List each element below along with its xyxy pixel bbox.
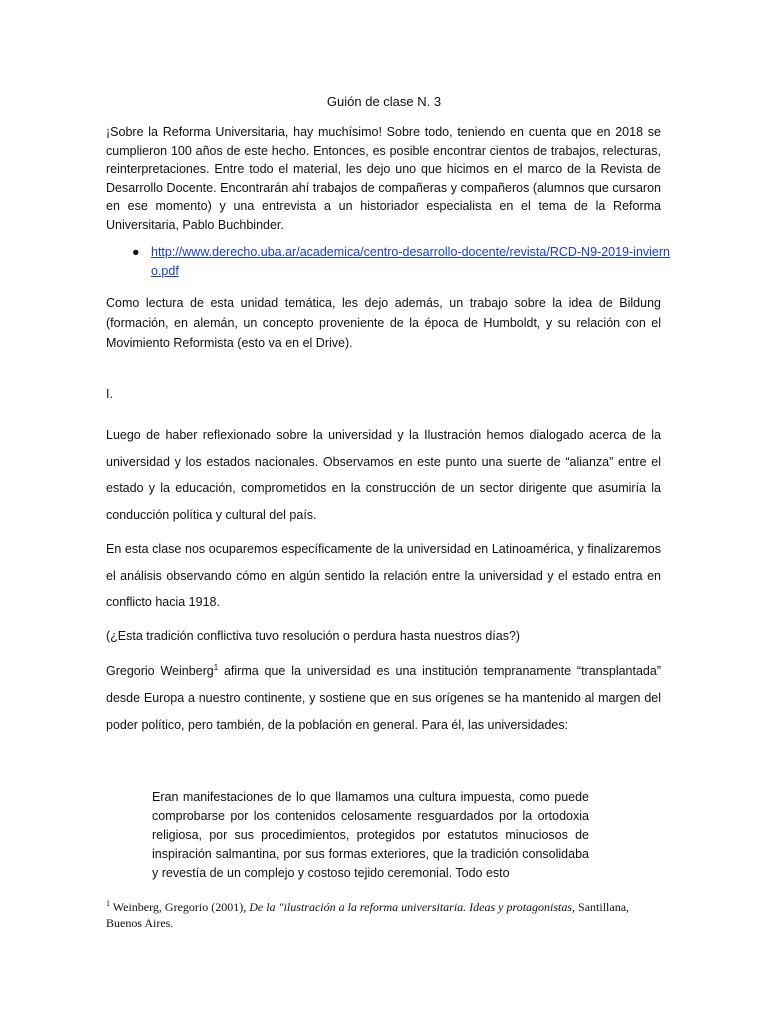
weinberg-text: afirma que la universidad es una institución tempranamente “transplantada” desde Europa a nuestro continente, y sostiene que en sus orígenes se ha mantenido al margen del poder político, pero también, de la población en general. Para él, las universidades: [106,664,661,732]
footnote-mark: 1 [106,899,110,908]
intro-paragraph: ¡Sobre la Reforma Universitaria, hay muchísimo! Sobre todo, teniendo en cuenta que en 2018 se cumplieron 100 años de este hecho. Entonces, es posible encontrar cientos de trabajos, relecturas, reinterpretaciones. Entre todo el material, les dejo uno que hicimos en el marco de la Revista de Desarrollo Docente. Encontrarán ahí trabajos de compañeras y compañeros (alumnos que cursaron en ese momento) y una entrevista a un historiador especialista en el tema de la Reforma Universitaria, Pablo Buchbinder. [106,125,661,232]
document-title: Guión de clase N. 3 [326,94,442,109]
section-heading: I. [106,387,113,401]
revista-link[interactable]: http://www.derecho.uba.ar/academica/centro-desarrollo-docente/revista/RCD-N9-2019-invierno.pdf [151,245,670,278]
weinberg-name: Gregorio Weinberg [106,664,214,678]
footnote-work: De la "ilustración a la reforma universitaria. Ideas y protagonistas [249,900,573,914]
footnote-author: Weinberg, Gregorio (2001), [110,900,250,914]
footnote-separator [106,890,286,891]
question-paragraph: (¿Esta tradición conflictiva tuvo resolución o perdura hasta nuestros días?) [106,629,521,643]
reading-paragraph: Como lectura de esta unidad temática, les dejo además, un trabajo sobre la idea de Bildung (formación, en alemán, un concepto proveniente de la época de Humboldt, y su relación con el Movimiento Reformista (esto va en el Drive). [106,296,661,350]
footnote-publisher: , Santillana, Buenos Aires. [106,900,630,930]
footnote-reference[interactable]: 1 [213,662,219,672]
weinberg-paragraph [106,658,661,739]
clase-paragraph: En esta clase nos ocuparemos específicamente de la universidad en Latinoamérica, y finalizaremos el análisis observando cómo en algún sentido la relación entre la universidad y el estado entra en conflicto hacia 1918. [106,542,661,609]
block-quote: Eran manifestaciones de lo que llamamos una cultura impuesta, como puede comprobarse por los contenidos celosamente resguardados por la ortodoxia religiosa, por sus procedimientos, protegidos por estatutos minuciosos de inspiración salmantina, por sus formas exteriores, que la tradición consolidaba y revestía de un complejo y costoso tejido ceremonial. Todo esto [152,790,589,880]
footnote [106,899,666,931]
luego-paragraph: Luego de haber reflexionado sobre la universidad y la Ilustración hemos dialogado acerca de la universidad y los estados nacionales. Observamos en este punto una suerte de “alianza” entre el estado y la educación, comprometidos en la construcción de un sector dirigente que asumiría la conducción política y cultural del país. [106,428,661,522]
bullet-icon: ● [132,245,140,259]
